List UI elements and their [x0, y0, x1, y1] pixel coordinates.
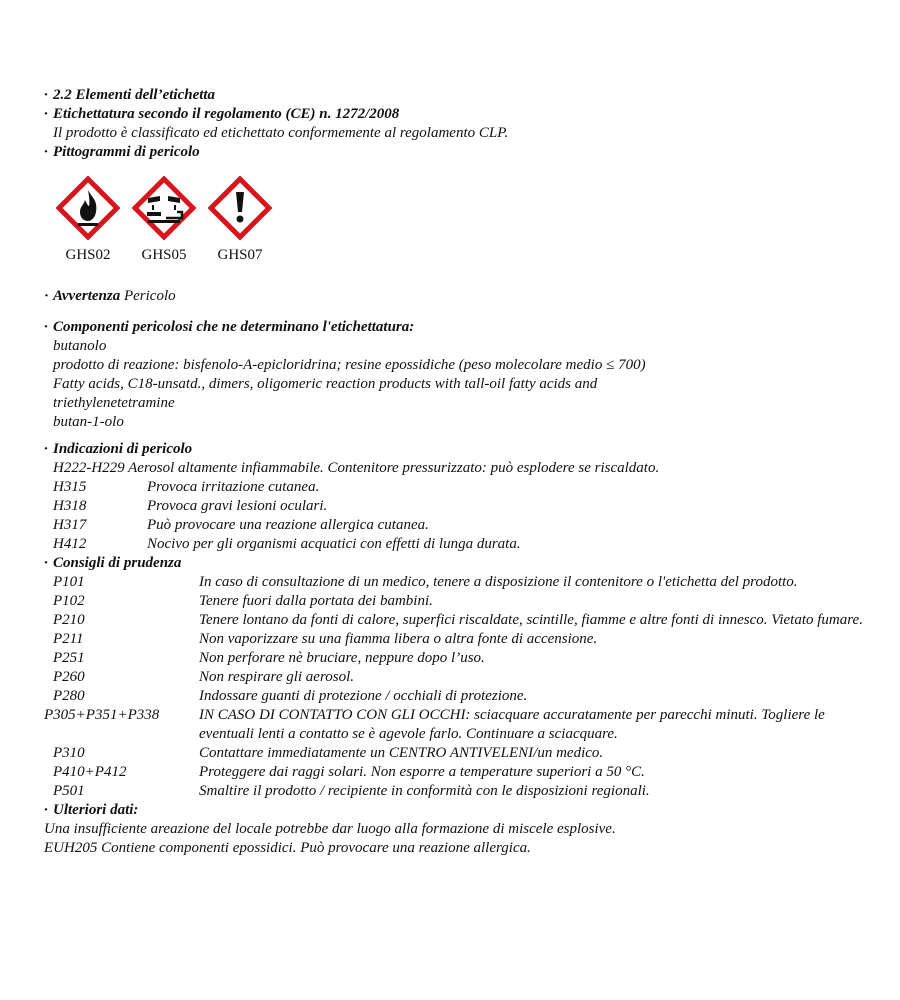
pictogram-row — [44, 176, 864, 265]
precaution-text: Contattare immediatamente un CENTRO ANTIVELENI/un medico. — [199, 745, 604, 761]
precaution-row — [44, 592, 864, 611]
precaution-row — [44, 782, 864, 801]
component-line: Fatty acids, C18-unsatd., dimers, oligomeric reaction products with tall-oil fatty acids and — [53, 376, 598, 392]
pictogram-ghs02 — [53, 176, 123, 265]
further-info-heading: · Ulteriori dati: — [44, 801, 864, 820]
hazard-line-h222: H222-H229 Aerosol altamente infiammabile. Contenitore pressurizzato: può esplodere se riscaldato. — [53, 460, 660, 476]
precaution-text: Smaltire il prodotto / recipiente in conformità con le disposizioni regionali. — [199, 783, 650, 799]
precaution-text: In caso di consultazione di un medico, tenere a disposizione il contenitore o l'etichetta del prodotto. — [199, 574, 798, 590]
corrosion-icon — [132, 176, 196, 240]
pictogram-code: GHS02 — [65, 247, 111, 263]
precaution-code: P102 — [53, 593, 85, 609]
component-line: triethylenetetramine — [53, 395, 175, 411]
labelling-text: Il prodotto è classificato ed etichettato conformemente al regolamento CLP. — [53, 125, 509, 141]
pictogram-ghs07 — [205, 176, 275, 265]
precaution-code: P410+P412 — [53, 764, 127, 780]
precaution-code: P251 — [53, 650, 85, 666]
precaution-text: Indossare guanti di protezione / occhiali di protezione. — [199, 688, 528, 704]
precaution-row-p305 — [44, 706, 864, 744]
precaution-code: P210 — [53, 612, 85, 628]
precaution-code: P101 — [53, 574, 85, 590]
hazard-row — [44, 535, 864, 554]
hazard-text: Provoca irritazione cutanea. — [147, 479, 320, 495]
hazard-code: H412 — [53, 536, 87, 552]
signal-word-value: Pericolo — [123, 288, 176, 304]
pictogram-code: GHS07 — [217, 247, 263, 263]
further-info-line: EUH205 Contiene componenti epossidici. Può provocare una reazione allergica. — [44, 840, 531, 856]
hazard-text: Provoca gravi lesioni oculari. — [147, 498, 328, 514]
precaution-row — [44, 649, 864, 668]
pictogram-code: GHS05 — [141, 247, 187, 263]
hazard-heading: · Indicazioni di pericolo — [44, 440, 864, 459]
hazard-code: H317 — [53, 517, 87, 533]
hazard-row — [44, 497, 864, 516]
precaution-text: IN CASO DI CONTATTO CON GLI OCCHI: sciacquare accuratamente per parecchi minuti. Togliere le eventuali lenti a contatto se è agevole farlo. Continuare a sciacquare. — [199, 707, 825, 742]
precautionary-heading: · Consigli di prudenza — [44, 554, 864, 573]
precaution-text: Proteggere dai raggi solari. Non esporre a temperature superiori a 50 °C. — [199, 764, 645, 780]
hazard-code: H318 — [53, 498, 87, 514]
precaution-row — [44, 687, 864, 706]
component-line: butanolo — [53, 338, 107, 354]
component-line: butan-1-olo — [53, 414, 124, 430]
precaution-row — [44, 573, 864, 592]
precaution-code: P501 — [53, 783, 85, 799]
further-info-line: Una insufficiente areazione del locale potrebbe dar luogo alla formazione di miscele esplosive. — [44, 821, 616, 837]
hazard-row — [44, 478, 864, 497]
precaution-text: Non respirare gli aerosol. — [199, 669, 355, 685]
precaution-text: Non vaporizzare su una fiamma libera o altra fonte di accensione. — [199, 631, 598, 647]
pictograms-heading: · Pittogrammi di pericolo — [44, 143, 864, 162]
precaution-text: Non perforare nè bruciare, neppure dopo l’uso. — [199, 650, 485, 666]
precaution-text: Tenere fuori dalla portata dei bambini. — [199, 593, 433, 609]
precaution-row — [44, 630, 864, 649]
hazard-text: Può provocare una reazione allergica cutanea. — [147, 517, 429, 533]
precaution-code: P211 — [53, 631, 84, 647]
precaution-row — [44, 611, 864, 630]
section-title: · 2.2 Elementi dell’etichetta — [44, 86, 864, 105]
precaution-text: Tenere lontano da fonti di calore, superfici riscaldate, scintille, fiamme e altre fonti di innesco. Vietato fumare. — [199, 612, 863, 628]
precaution-row — [44, 744, 864, 763]
labelling-heading: · Etichettatura secondo il regolamento (CE) n. 1272/2008 — [44, 105, 864, 124]
exclamation-icon — [208, 176, 272, 240]
precaution-code: P280 — [53, 688, 85, 704]
precaution-code: P305+P351+P338 — [44, 707, 160, 723]
hazard-code: H315 — [53, 479, 87, 495]
component-line: prodotto di reazione: bisfenolo-A-epicloridrina; resine epossidiche (peso molecolare medio ≤ 700) — [53, 357, 646, 373]
signal-word — [44, 287, 864, 306]
precaution-row — [44, 668, 864, 687]
hazard-text: Nocivo per gli organismi acquatici con effetti di lunga durata. — [147, 536, 521, 552]
pictogram-ghs05 — [129, 176, 199, 265]
precaution-code: P260 — [53, 669, 85, 685]
signal-word-heading: Avvertenza — [53, 288, 121, 304]
precaution-code: P310 — [53, 745, 85, 761]
safety-data-sheet-section — [44, 86, 864, 858]
precaution-row — [44, 763, 864, 782]
flame-icon — [56, 176, 120, 240]
hazard-row — [44, 516, 864, 535]
components-heading: · Componenti pericolosi che ne determinano l'etichettatura: — [44, 318, 864, 337]
